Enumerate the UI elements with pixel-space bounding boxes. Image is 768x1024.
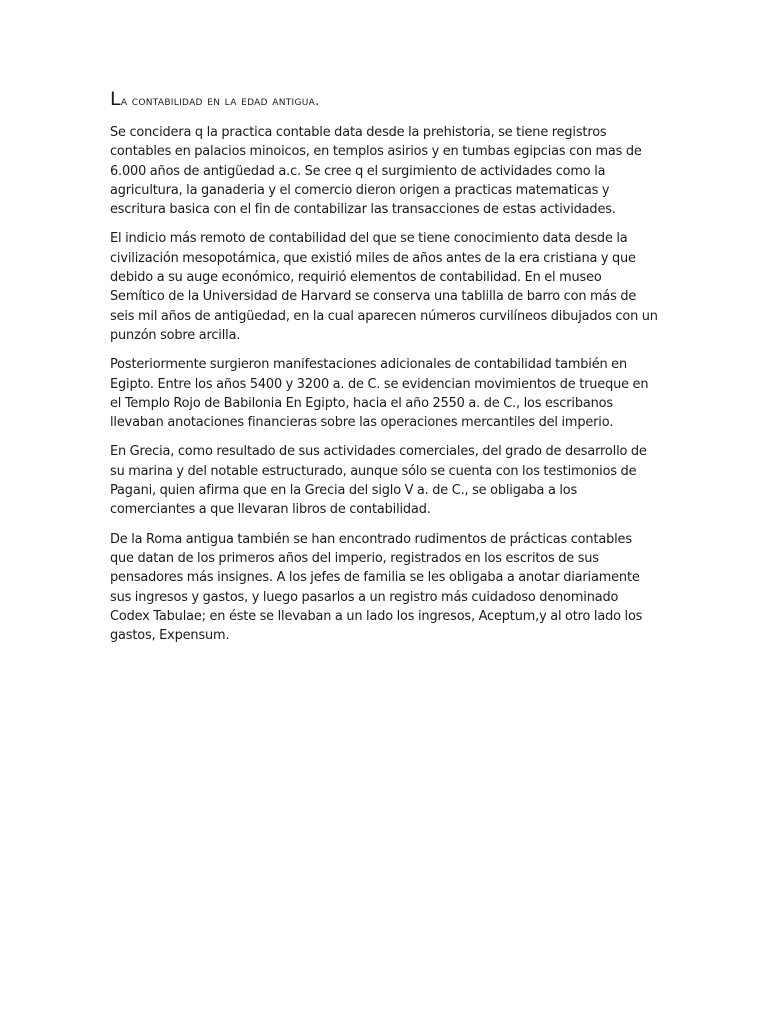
title-initial: L [110,88,121,110]
document-title [110,88,658,113]
title-text: a contabilidad en la edad antigua. [120,94,320,109]
document-page [110,88,658,655]
paragraph-egipto: Posteriormente surgieron manifestaciones adicionales de contabilidad también en Egipto. Entre los años 5400 y 3200 a. de C. se evidencian movimientos de trueque en el Templo Rojo de Babilonia En Egipto, hacia el año 2550 a. de C., los escribanos llevaban anotaciones financieras sobre las operaciones mercantiles del imperio. [110,357,649,431]
paragraph-roma: De la Roma antigua también se han encontrado rudimentos de prácticas contables que datan de los primeros años del imperio, registrados en los escritos de sus pensadores más insignes. A los jefes de familia se les obligaba a anotar diariamente sus ingresos y gastos, y luego pasarlos a un registro más cuidadoso denominado Codex Tabulae; en éste se llevaban a un lado los ingresos, Aceptum,y al otro lado los gastos, Expensum. [110,531,643,644]
paragraph-mesopotamia: El indicio más remoto de contabilidad del que se tiene conocimiento data desde la civilización mesopotámica, que existió miles de años antes de la era cristiana y que debido a su auge económico, requirió elementos de contabilidad. En el museo Semítico de la Universidad de Harvard se conserva una tablilla de barro con más de seis mil años de antigüedad, en la cual aparecen números curvilíneos dibujados con un punzón sobre arcilla. [110,231,658,343]
paragraph-grecia: En Grecia, como resultado de sus actividades comerciales, del grado de desarrollo de su marina y del notable estructurado, aunque sólo se cuenta con los testimonios de Pagani, quien afirma que en la Grecia del siglo V a. de C., se obligaba a los comerciantes a que llevaran libros de contabilidad. [110,444,647,518]
paragraph-prehistoria: Se concidera q la practica contable data desde la prehistoria, se tiene registros contables en palacios minoicos, en templos asirios y en tumbas egipcias con mas de 6.000 años de antigüedad a.c. Se cree q el surgimiento de actividades como la agricultura, la ganaderia y el comercio dieron origen a practicas matematicas y escritura basica con el fin de contabilizar las transacciones de estas actividades. [110,125,642,218]
